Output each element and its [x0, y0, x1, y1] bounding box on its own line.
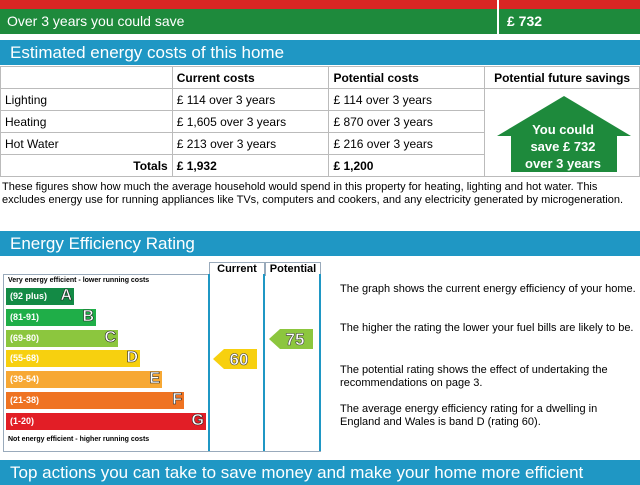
rating-band-g — [6, 413, 206, 430]
savings-box-line1: You could — [532, 122, 594, 137]
costs-section-title: Estimated energy costs of this home — [10, 43, 285, 62]
top-red-row — [0, 0, 640, 9]
column-current-header: Current — [209, 262, 265, 276]
rating-desc-4: The average energy efficiency rating for a dwelling in England and Wales is band D (rating 60). — [340, 403, 598, 428]
savings-box-text — [497, 121, 629, 172]
rating-band-range: (55-68) — [10, 353, 40, 364]
actions-section-header — [0, 460, 640, 485]
totals-potential: £ 1,200 — [329, 155, 485, 177]
rating-band-a — [6, 288, 74, 305]
rating-band-range: (69-80) — [10, 332, 40, 343]
rating-band-b — [6, 309, 96, 326]
rating-desc-2: The higher the rating the lower your fuel bills are likely to be. — [340, 322, 634, 334]
savings-box-line2: save £ 732 — [530, 139, 596, 154]
column-potential-header: Potential — [265, 262, 321, 276]
current-rating-pointer — [213, 349, 257, 369]
row-potential: £ 114 over 3 years — [329, 89, 485, 111]
rating-band-range: (39-54) — [10, 374, 40, 385]
row-current: £ 114 over 3 years — [172, 89, 329, 111]
header-potential: Potential costs — [329, 67, 485, 89]
rating-band-e — [6, 371, 162, 388]
rating-band-letter: B — [82, 307, 94, 325]
chart-bottom-note: Not energy efficient - higher running costs — [8, 436, 150, 443]
row-potential: £ 216 over 3 years — [329, 133, 485, 155]
rating-band-letter: A — [60, 287, 72, 304]
row-potential: £ 870 over 3 years — [329, 111, 485, 133]
header-blank — [1, 67, 173, 89]
row-label: Heating — [1, 111, 173, 133]
totals-current: £ 1,932 — [172, 155, 329, 177]
chart-top-note: Very energy efficient - lower running costs — [8, 277, 150, 284]
energy-rating-chart — [3, 260, 321, 450]
actions-section-title: Top actions you can take to save money and make your home more efficient — [10, 463, 584, 482]
row-label: Hot Water — [1, 133, 173, 155]
rating-band-d — [6, 350, 140, 367]
savings-row — [0, 9, 640, 34]
costs-note: These figures show how much the average household would spend in this property for heating, lighting and hot water. This excludes energy use for running appliances like TVs, computers and cookers, and any electricity generated by microgeneration. — [2, 181, 624, 206]
rating-band-range: (21-38) — [10, 395, 40, 405]
costs-header-row — [1, 67, 640, 89]
rating-desc-1: The graph shows the current energy efficiency of your home. — [340, 283, 636, 295]
rating-band-letter: D — [126, 349, 138, 367]
savings-label: Over 3 years you could save — [7, 13, 185, 29]
savings-value: £ 732 — [507, 13, 543, 29]
header-current: Current costs — [172, 67, 329, 89]
header-savings: Potential future savings — [485, 67, 640, 89]
rating-section-title: Energy Efficiency Rating — [10, 234, 195, 253]
row-label: Lighting — [1, 89, 173, 111]
row-current: £ 213 over 3 years — [172, 133, 329, 155]
rating-band-range: (92 plus) — [10, 291, 48, 301]
costs-section-header — [0, 40, 640, 65]
rating-band-letter: C — [104, 328, 116, 346]
totals-label: Totals — [1, 155, 173, 177]
savings-box-line3: over 3 years — [525, 156, 601, 171]
rating-section-header — [0, 231, 640, 256]
potential-rating-pointer-value: 75 — [285, 329, 305, 349]
rating-band-range: (81-91) — [10, 311, 40, 322]
row-current: £ 1,605 over 3 years — [172, 111, 329, 133]
rating-band-f — [6, 392, 184, 409]
rating-band-letter: E — [149, 370, 160, 388]
rating-band-letter: F — [172, 391, 182, 408]
potential-rating-pointer — [269, 329, 313, 349]
current-rating-pointer-value: 60 — [229, 350, 249, 370]
rating-band-range: (1-20) — [10, 415, 35, 426]
rating-band-letter: G — [191, 411, 204, 429]
rating-band-c — [6, 330, 118, 347]
rating-desc-3: The potential rating shows the effect of undertaking the recommendations on page 3. — [340, 364, 608, 389]
